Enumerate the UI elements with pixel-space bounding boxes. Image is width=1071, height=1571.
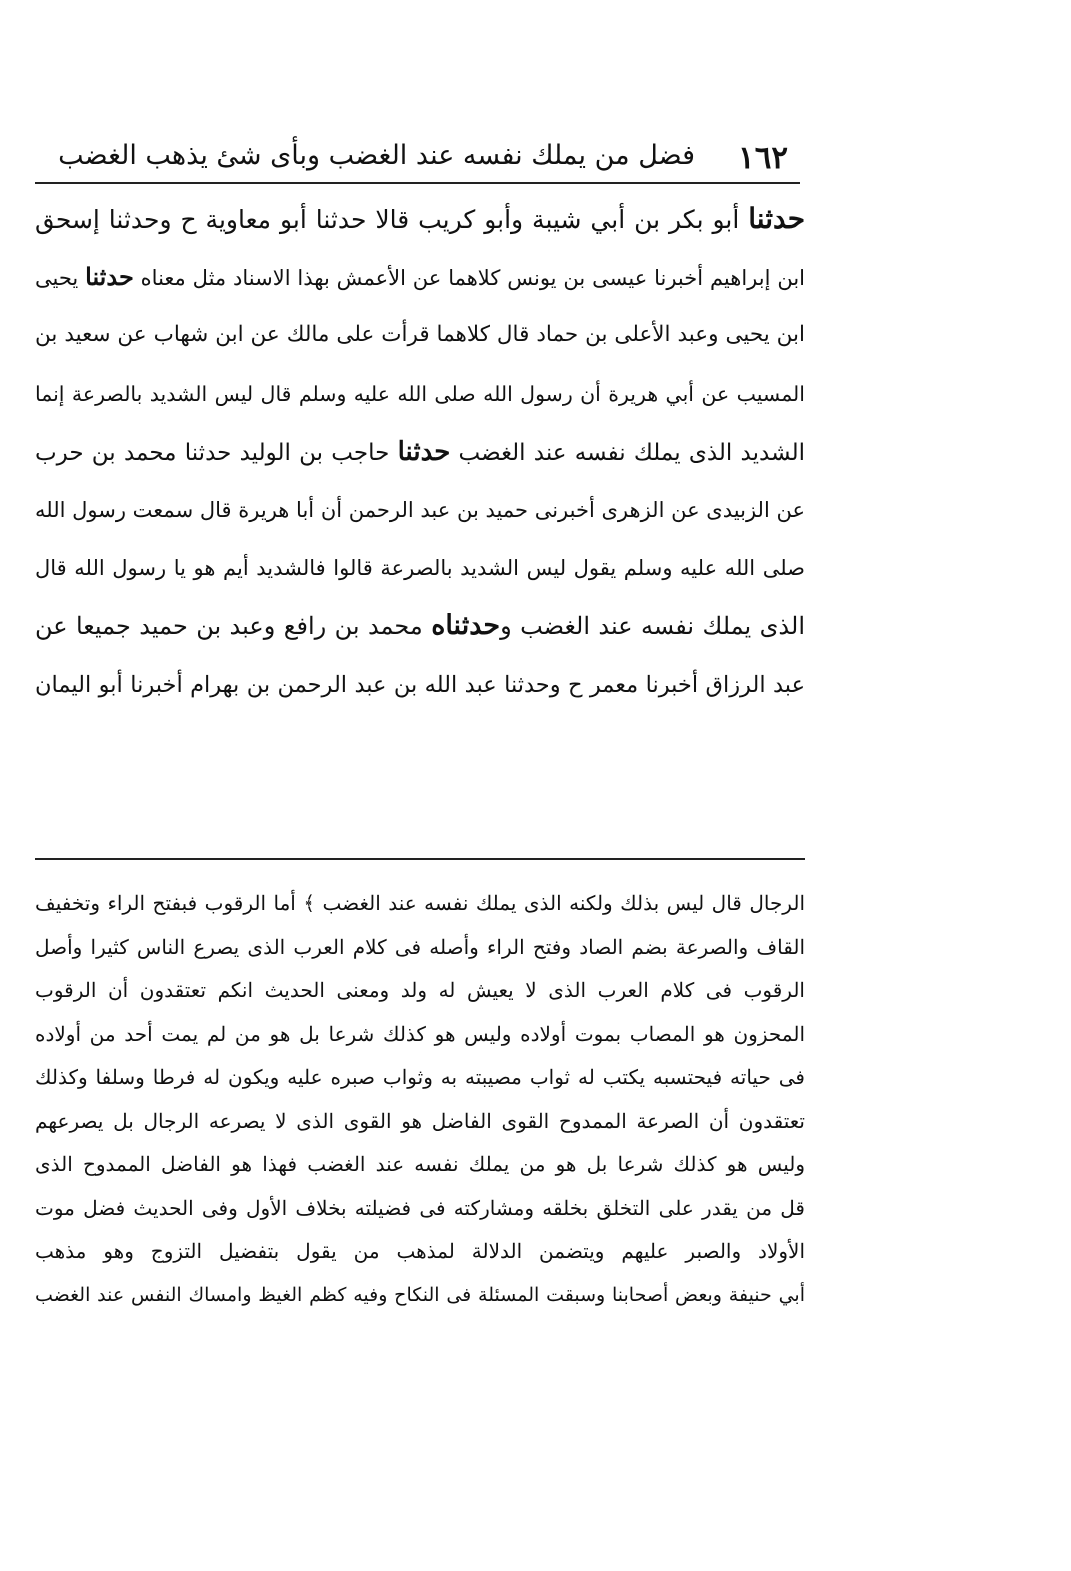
narration-marker: حدثناه — [431, 610, 501, 642]
hadith-text: ابن إبراهيم أخبرنا عيسى بن يونس كلاهما عن الأعمش بهذا الاسناد مثل معناه — [133, 266, 805, 291]
narration-marker: حدثنا — [748, 202, 805, 235]
hadith-line — [35, 423, 805, 481]
hadith-text: صلى الله عليه وسلم يقول ليس الشديد بالصرعة قالوا فالشديد أيم هو يا رسول الله قال — [35, 556, 805, 581]
section-divider — [35, 858, 805, 860]
hadith-text: الذى يملك نفسه عند الغضب و — [500, 612, 805, 641]
hadith-text-block — [35, 190, 805, 714]
hadith-line — [35, 597, 805, 655]
hadith-text: ابن يحيى وعبد الأعلى بن حماد قال كلاهما قرأت على مالك عن ابن شهاب عن سعيد بن — [35, 322, 805, 348]
page-number: ١٦٢ — [738, 140, 788, 176]
hadith-text: عن الزبيدى عن الزهرى أخبرنى حميد بن عبد الرحمن أن أبا هريرة قال سمعت رسول الله — [35, 497, 805, 522]
commentary-line: وليس هو كذلك شرعا بل هو من يملك نفسه عند الغضب فهذا هو الفاضل الممدوح الذى — [35, 1152, 805, 1176]
hadith-line — [35, 481, 805, 539]
commentary-line: الأولاد والصبر عليهم ويتضمن الدلالة لمذهب من يقول بتفضيل التزوج وهو مذهب — [35, 1239, 805, 1263]
hadith-line — [35, 539, 805, 597]
commentary-line: الرجال قال ليس بذلك ولكنه الذى يملك نفسه عند الغضب ﴾ أما الرقوب فبفتح الراء وتخفيف — [35, 891, 805, 915]
commentary-text-block — [35, 882, 805, 1317]
commentary-line: تعتقدون أن الصرعة الممدوح القوى الفاضل هو القوى الذى لا يصرعه الرجال بل يصرعهم — [35, 1108, 805, 1133]
hadith-line — [35, 190, 805, 248]
hadith-line — [35, 365, 805, 423]
hadith-text: المسيب عن أبي هريرة أن رسول الله صلى الله عليه وسلم قال ليس الشديد بالصرعة إنما — [35, 381, 805, 406]
hadith-line — [35, 306, 805, 364]
hadith-text: يحيى — [35, 266, 86, 291]
commentary-line: فى حياته فيحتسبه يكتب له ثواب مصيبته به وثواب صبره عليه ويكون له فرطا وسلفا وكذلك — [35, 1065, 805, 1089]
narration-marker: حدثنا — [397, 436, 451, 467]
commentary-line: الرقوب فى كلام العرب الذى لا يعيش له ولد ومعنى الحديث انكم تعتقدون أن الرقوب — [35, 978, 805, 1002]
hadith-text: عبد الرزاق أخبرنا معمر ح وحدثنا عبد الله بن عبد الرحمن بن بهرام أخبرنا أبو اليمان — [35, 671, 805, 698]
commentary-line: القاف والصرعة بضم الصاد وفتح الراء وأصله فى كلام العرب الذى يصرع الناس كثيرا وأصل — [35, 934, 805, 959]
hadith-line — [35, 656, 805, 714]
page-header — [35, 126, 800, 184]
commentary-line: قل من يقدر على التخلق بخلقه ومشاركته فى فضيلته بخلاف الأول وفى الحديث فضل موت — [35, 1195, 805, 1220]
commentary-line: أبي حنيفة وبعض أصحابنا وسبقت المسئلة فى النكاح وفيه كظم الغيظ وامساك النفس عند الغضب — [35, 1283, 805, 1306]
hadith-text: أبو بكر بن أبي شيبة وأبو كريب قالا حدثنا أبو معاوية ح وحدثنا إسحق — [35, 205, 749, 234]
hadith-text: محمد بن رافع وعبد بن حميد جميعا عن — [35, 612, 432, 641]
running-title: فضل من يملك نفسه عند الغضب وبأى شئ يذهب الغضب — [58, 140, 695, 171]
commentary-line: المحزون هو المصاب بموت أولاده وليس هو كذلك شرعا بل هو من لم يمت أحد من أولاده — [35, 1021, 805, 1046]
hadith-line — [35, 248, 805, 306]
narration-marker: حدثنا — [85, 262, 134, 292]
hadith-text: الشديد الذى يملك نفسه عند الغضب — [450, 439, 805, 466]
hadith-text: حاجب بن الوليد حدثنا محمد بن حرب — [35, 439, 398, 466]
